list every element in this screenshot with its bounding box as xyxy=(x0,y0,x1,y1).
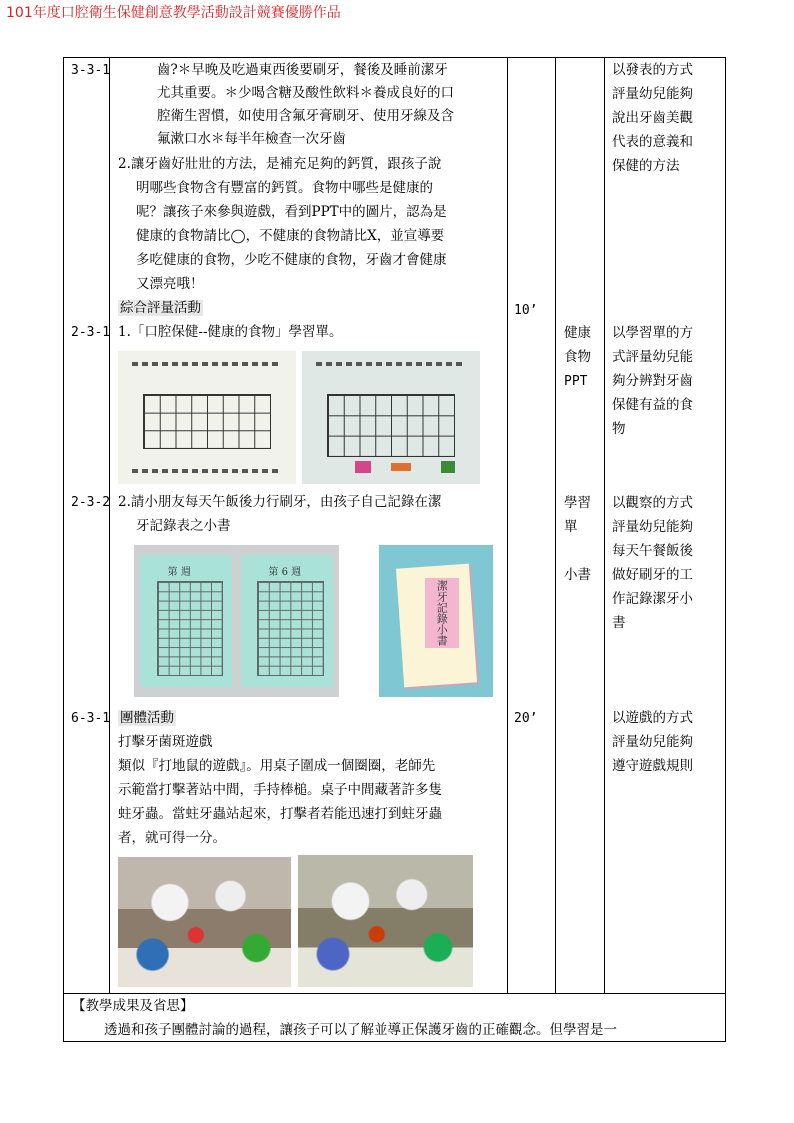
evaluation-text: 夠分辨對牙齒 xyxy=(612,373,693,389)
evaluation-text: 保健的方法 xyxy=(612,158,680,174)
resource-text: 學習 xyxy=(564,495,591,511)
resource-text: 健康 xyxy=(564,325,591,341)
brushing-record-photo xyxy=(134,545,339,697)
indicator-code: 3-3-1 xyxy=(71,63,111,78)
evaluation-text: 每天午餐飯後 xyxy=(612,543,693,559)
resource-text: 食物 xyxy=(564,349,591,365)
evaluation-text: 評量幼兒能夠 xyxy=(612,734,693,750)
time-allocation: 10’ xyxy=(514,303,538,318)
activity-text: 呢？讓孩子來參與遊戲，看到PPT中的圖片，認為是 xyxy=(136,204,447,220)
sheet-title: 第 週 xyxy=(167,566,191,578)
evaluation-text: 物 xyxy=(612,421,626,437)
activity-text: 多吃健康的食物，少吃不健康的食物，牙齒才會健康 xyxy=(136,252,447,268)
activity-text: 蛀牙蟲。當蛀牙蟲站起來，打擊者若能迅速打到蛀牙蟲 xyxy=(118,806,442,822)
evaluation-text: 以發表的方式 xyxy=(612,62,693,78)
table-divider xyxy=(109,57,110,993)
reflection-title: 【教學成果及省思】 xyxy=(72,998,194,1014)
activity-text: 類似『打地鼠的遊戲』。用桌子圍成一個圈圈，老師先 xyxy=(118,758,436,774)
evaluation-text: 以遊戲的方式 xyxy=(612,710,693,726)
classroom-game-photo xyxy=(298,855,473,987)
evaluation-text: 以觀察的方式 xyxy=(612,495,693,511)
resource-text: PPT xyxy=(564,374,588,389)
worksheet-photo xyxy=(302,351,480,484)
resource-text: 單 xyxy=(564,519,578,535)
indicator-code: 2-3-1 xyxy=(71,325,111,340)
brushing-booklet-photo xyxy=(379,545,493,697)
activity-text: 氟漱口水＊每半年檢查一次牙齒 xyxy=(157,131,346,147)
activity-text: 明哪些食物含有豐富的鈣質。食物中哪些是健康的 xyxy=(136,180,433,196)
activity-text: 牙記錄表之小書 xyxy=(136,518,231,534)
worksheet-photo xyxy=(118,351,296,484)
booklet-label: 潔牙記錄小書 xyxy=(425,578,459,648)
activity-text: 腔衛生習慣，如使用含氟牙膏刷牙、使用牙線及含 xyxy=(157,108,454,124)
activity-text: 1.「口腔保健--健康的食物」學習單。 xyxy=(118,324,343,340)
table-divider xyxy=(604,57,605,993)
evaluation-text: 評量幼兒能夠 xyxy=(612,519,693,535)
evaluation-text: 評量幼兒能夠 xyxy=(612,86,693,102)
resource-text: 小書 xyxy=(564,567,591,583)
section-label: 團體活動 xyxy=(120,710,174,726)
table-divider xyxy=(507,57,508,993)
evaluation-text: 說出牙齒美觀 xyxy=(612,110,693,126)
activity-text: 又漂亮哦！ xyxy=(136,276,204,292)
evaluation-text: 保健有益的食 xyxy=(612,397,693,413)
activity-text: 2.讓牙齒好壯壯的方法，是補充足夠的鈣質，跟孩子說 xyxy=(118,156,442,172)
activity-text: 打擊牙菌斑遊戲 xyxy=(118,734,213,750)
classroom-game-photo xyxy=(118,857,291,987)
evaluation-text: 式評量幼兒能 xyxy=(612,349,693,365)
time-allocation: 20’ xyxy=(514,711,538,726)
table-divider xyxy=(63,993,726,994)
activity-text: 2.請小朋友每天午飯後力行刷牙，由孩子自己記錄在潔 xyxy=(118,494,442,510)
activity-text: 齒?＊早晚及吃過東西後要刷牙，餐後及睡前潔牙 xyxy=(157,62,448,78)
indicator-code: 6-3-1 xyxy=(71,711,111,726)
sheet-title: 第 6 週 xyxy=(268,566,302,578)
evaluation-text: 作記錄潔牙小 xyxy=(612,591,693,607)
section-label: 綜合評量活動 xyxy=(120,300,201,316)
activity-text: 示範當打擊著站中間，手持棒槌。桌子中間藏著許多隻 xyxy=(118,782,442,798)
document-header: 101年度口腔衛生保健創意教學活動設計競賽優勝作品 xyxy=(6,5,341,21)
evaluation-text: 遵守遊戲規則 xyxy=(612,758,693,774)
evaluation-text: 代表的意義和 xyxy=(612,134,693,150)
evaluation-text: 以學習單的方 xyxy=(612,325,693,341)
reflection-text: 透過和孩子團體討論的過程，讓孩子可以了解並導正保護牙齒的正確觀念。但學習是一 xyxy=(104,1022,617,1038)
indicator-code: 2-3-2 xyxy=(71,495,111,510)
evaluation-text: 書 xyxy=(612,615,626,631)
table-divider xyxy=(555,57,556,993)
activity-text: 尤其重要。＊少喝含糖及酸性飲料＊養成良好的口 xyxy=(157,85,454,101)
activity-text: 者，就可得一分。 xyxy=(118,830,226,846)
activity-text: 健康的食物請比◯，不健康的食物請比X，並宣導要 xyxy=(136,228,445,244)
evaluation-text: 做好刷牙的工 xyxy=(612,567,693,583)
